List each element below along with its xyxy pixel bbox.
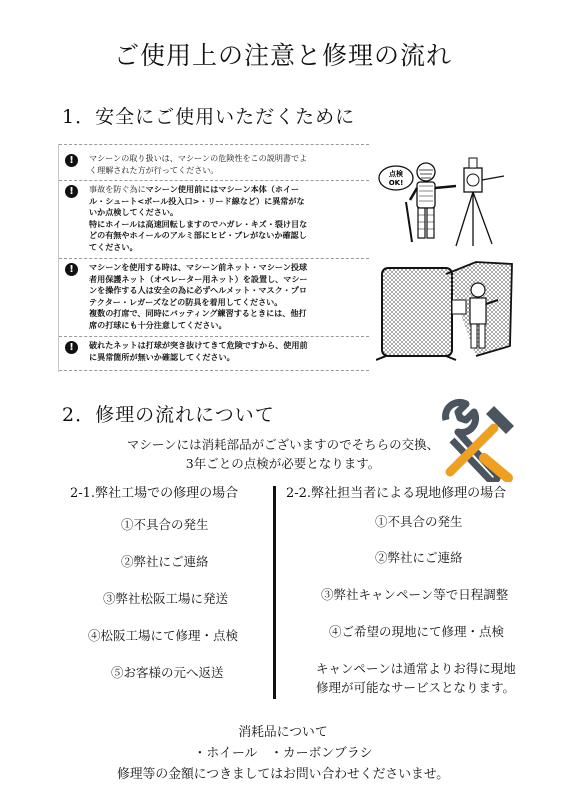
- warning-icon: !: [65, 263, 78, 276]
- notice-line: 席の打球にも十分注意してください。: [89, 319, 227, 330]
- column-divider: [273, 486, 276, 699]
- section-heading-repair: 2．修理の流れについて: [62, 404, 275, 426]
- factory-repair-heading: 2-1.弊社工場での修理の場合: [70, 486, 239, 501]
- factory-step: ②弊社にご連絡: [121, 554, 209, 569]
- divider: [59, 258, 369, 259]
- onsite-repair-heading: 2-2.弊社担当者による現地修理の場合: [286, 486, 507, 501]
- badge-text: 点検: [389, 170, 403, 178]
- notice-line: マシーンを使用する時は、マシーン前ネット・マシーン投球: [89, 262, 308, 272]
- divider: [59, 180, 369, 181]
- onsite-step: ②弊社にご連絡: [375, 550, 463, 565]
- divider: [59, 370, 369, 371]
- machine-inspection-illustration: [376, 150, 516, 250]
- warning-icon: !: [65, 185, 78, 198]
- notice-item: [65, 262, 365, 332]
- intro-line: マシーンには消耗部品がございますのでそちらの交換、: [126, 437, 440, 452]
- notice-line: てください。: [89, 241, 138, 252]
- factory-step: ⑤お客様の元へ返送: [111, 665, 224, 680]
- onsite-step: ④ご希望の現地にて修理・点検: [329, 624, 505, 639]
- notice-line: 者用保護ネット（オペレーター用ネット）を設置し、マシー: [89, 273, 308, 284]
- badge-text: OK!: [388, 179, 404, 187]
- notice-line: 破れたネットは打球が突き抜けてきて危険ですから、使用前: [89, 340, 308, 350]
- notice-line: 特にホイールは高速回転しますのでハガレ・キズ・裂け目な: [89, 218, 308, 229]
- notice-line: 複数の打席で、同時にバッティング練習するときには、他打: [89, 308, 307, 319]
- repair-intro: [0, 435, 566, 473]
- page-title: ご使用上の注意と修理の流れ: [113, 41, 452, 70]
- safety-notice-list: [58, 144, 369, 372]
- consumables-heading: 消耗品について: [238, 725, 328, 740]
- notice-line: く理解された方が行ってください。: [89, 164, 219, 175]
- notice-line: テクター・レガーズなどの防具を着用してください。: [89, 296, 283, 307]
- factory-step: ①不具合の発生: [121, 517, 209, 532]
- section-heading-safety: 1．安全にご使用いただくために: [62, 106, 356, 128]
- consumables-list: ・ホイール ・カーボンブラシ: [193, 746, 373, 761]
- intro-line: 3年ごとの点検が必要となります。: [185, 456, 381, 471]
- notice-line: に異常箇所が無いか確認してください。: [89, 351, 235, 362]
- notice-item: [65, 340, 365, 363]
- pricing-note: 修理等の金額につきましてはお問い合わせくださいませ。: [116, 767, 450, 782]
- protective-net-illustration: [376, 260, 516, 370]
- warning-icon: !: [65, 154, 78, 167]
- factory-step: ④松阪工場にて修理・点検: [88, 628, 239, 643]
- notice-item: [65, 184, 365, 254]
- onsite-note: キャンペーンは通常よりお得に現地: [316, 661, 516, 676]
- notice-line: ル・シュート<ボール投入口>・リード線など）に異常がな: [89, 195, 305, 206]
- factory-step: ③弊社松阪工場に発送: [103, 591, 229, 606]
- notice-item: [65, 153, 365, 176]
- notice-line: 事故を防ぐ為にマシーン使用前にはマシーン本体（ホイー: [89, 184, 300, 194]
- onsite-note: 修理が可能なサービスとなります。: [316, 680, 516, 695]
- divider: [59, 144, 369, 145]
- onsite-step: ①不具合の発生: [375, 514, 463, 529]
- front-net: [382, 268, 452, 356]
- notice-line: いか点検してください。: [89, 207, 179, 218]
- notice-line: マシーンの取り扱いは、マシーンの危険性をこの説明書でよ: [89, 153, 308, 163]
- onsite-step: ③弊社キャンペーン等で日程調整: [321, 587, 509, 602]
- divider: [59, 336, 369, 337]
- warning-icon: !: [65, 341, 78, 354]
- notice-line: ンを操作する人は安全の為に必ずヘルメット・マスク・プロ: [89, 285, 307, 296]
- notice-line: どの有無やホイールのアルミ部にヒビ・ブレがないか確認し: [89, 230, 307, 241]
